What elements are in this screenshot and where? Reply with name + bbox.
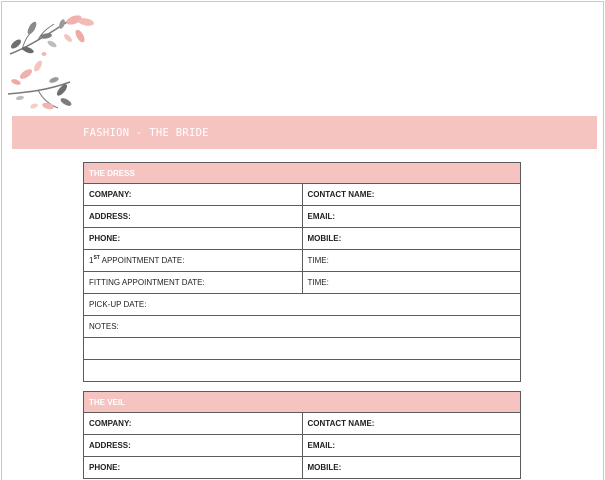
table-row [84,435,521,457]
document-page [1,1,604,480]
dress-fitting-time-field[interactable]: TIME: [302,272,521,294]
table-row [84,316,521,338]
table-row [84,294,521,316]
dress-heading: THE DRESS [84,163,521,184]
first-appointment-label: APPOINTMENT DATE: [99,256,185,265]
table-row [84,184,521,206]
dress-phone-field[interactable]: PHONE: [84,228,303,250]
veil-company-field[interactable]: COMPANY: [84,413,303,435]
dress-fitting-appointment-field[interactable]: FITTING APPOINTMENT DATE: [84,272,303,294]
dress-email-field[interactable]: EMAIL: [302,206,521,228]
table-row [84,250,521,272]
veil-address-field[interactable]: ADDRESS: [84,435,303,457]
dress-notes-line[interactable] [84,338,521,360]
floral-branch-icon [8,10,100,114]
dress-time-field[interactable]: TIME: [302,250,521,272]
veil-contact-name-field[interactable]: CONTACT NAME: [302,413,521,435]
first-appointment-ordinal: 1 [89,256,94,265]
veil-mobile-field[interactable]: MOBILE: [302,457,521,479]
table-row [84,457,521,479]
table-row [84,360,521,382]
dress-mobile-field[interactable]: MOBILE: [302,228,521,250]
table-row [84,206,521,228]
veil-phone-field[interactable]: PHONE: [84,457,303,479]
page-title: FASHION - THE BRIDE [83,127,209,139]
dress-header-row [84,163,521,184]
veil-heading: THE VEIL [84,392,521,413]
table-row [84,228,521,250]
dress-notes-line[interactable] [84,360,521,382]
dress-contact-name-field[interactable]: CONTACT NAME: [302,184,521,206]
dress-notes-field[interactable]: NOTES: [84,316,521,338]
dress-address-field[interactable]: ADDRESS: [84,206,303,228]
veil-header-row [84,392,521,413]
table-row [84,272,521,294]
title-band [12,116,597,149]
veil-form-table [83,391,521,479]
dress-first-appointment-field[interactable] [84,250,303,272]
table-row [84,413,521,435]
veil-email-field[interactable]: EMAIL: [302,435,521,457]
dress-pickup-date-field[interactable]: PICK-UP DATE: [84,294,521,316]
dress-company-field[interactable]: COMPANY: [84,184,303,206]
table-row [84,338,521,360]
first-appointment-suffix: ST [93,255,100,261]
dress-form-table [83,162,521,382]
